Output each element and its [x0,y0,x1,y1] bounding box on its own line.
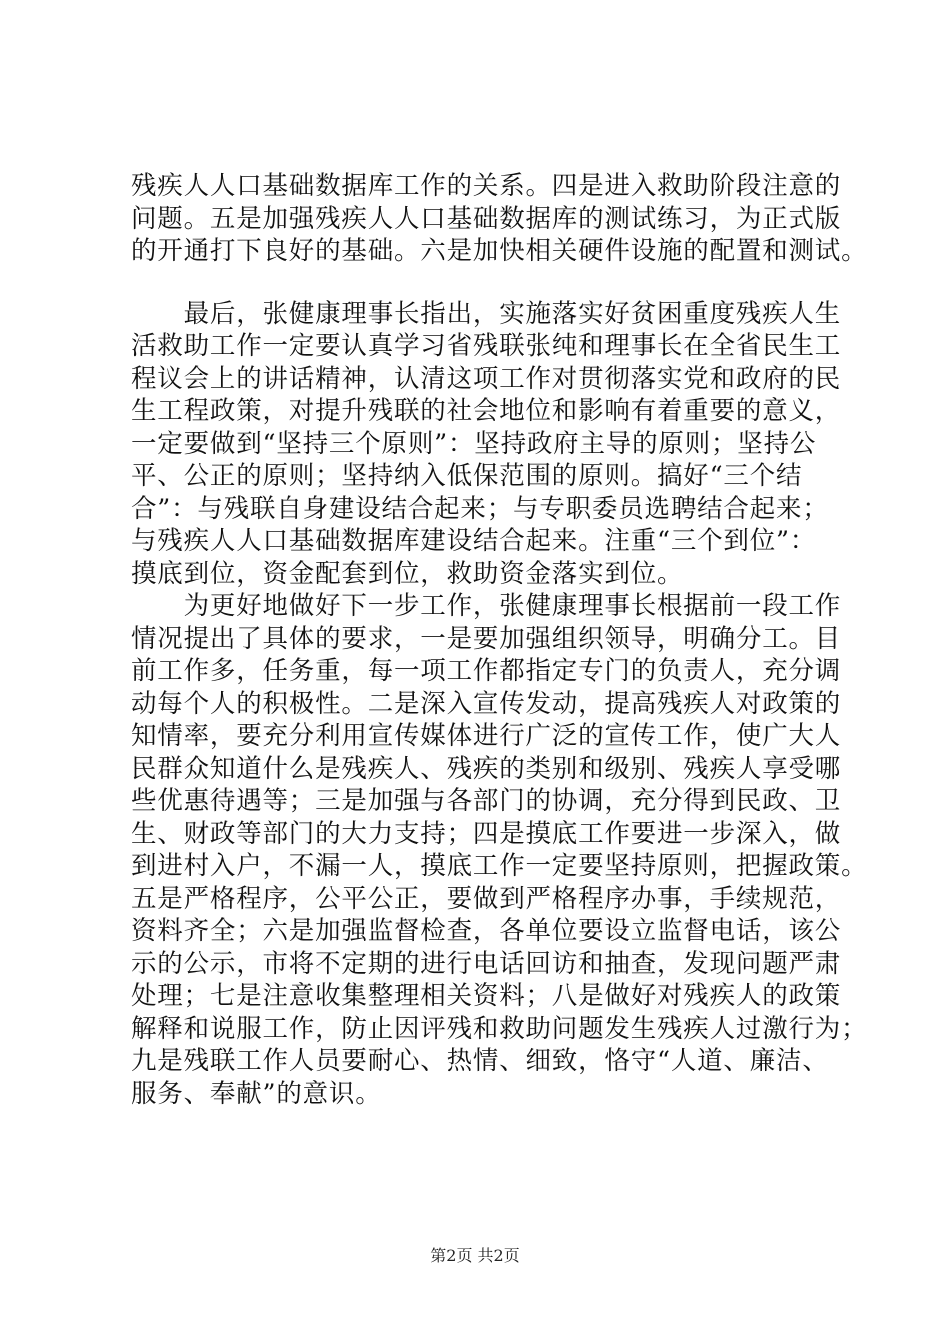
text-line: 民群众知道什么是残疾人、残疾的类别和级别、残疾人享受哪 [131,753,842,784]
text-line: 资料齐全；六是加强监督检查，各单位要设立监督电话，该公 [131,916,842,946]
text-line: 情况提出了具体的要求，一是要加强组织领导，明确分工。目 [131,623,842,654]
text-line: 的开通打下良好的基础。六是加快相关硬件设施的配置和测试。 [131,236,868,266]
text-line: 前工作多，任务重，每一项工作都指定专门的负责人，充分调 [131,656,842,686]
text-line: 示的公示，市将不定期的进行电话回访和抽查，发现问题严肃 [131,948,842,979]
text-line: 到进村入户，不漏一人，摸底工作一定要坚持原则，把握政策。 [131,851,868,881]
text-line: 与残疾人人口基础数据库建设结合起来。注重“三个到位”： [131,526,817,556]
text-line: 生、财政等部门的大力支持；四是摸底工作要进一步深入，做 [131,818,842,849]
text-line: 合”：与残联自身建设结合起来；与专职委员选聘结合起来； [131,493,829,524]
paragraph-1 [131,170,868,268]
text-line: 动每个人的积极性。二是深入宣传发动，提高残疾人对政策的 [131,688,842,719]
text-line: 解释和说服工作，防止因评残和救助问题发生残疾人过激行为； [131,1013,868,1044]
text-line: 平、公正的原则；坚持纳入低保范围的原则。搞好“三个结 [131,461,803,491]
paragraph-3 [131,590,868,1110]
text-line: 残疾人人口基础数据库工作的关系。四是进入救助阶段注意的 [131,171,842,201]
text-line: 服务、奉献”的意识。 [131,1078,382,1109]
paragraph-spacer [131,268,831,298]
text-line: 知情率，要充分利用宣传媒体进行广泛的宣传工作，使广大人 [131,721,842,751]
text-line: 处理；七是注意收集整理相关资料；八是做好对残疾人的政策 [131,981,842,1011]
text-line: 一定要做到“坚持三个原则”：坚持政府主导的原则；坚持公 [131,428,817,459]
page-footer [0,1246,950,1266]
document-body [131,170,868,1110]
page-number-label: 第2页 共2页 [430,1246,520,1265]
text-line: 生工程政策，对提升残联的社会地位和影响有着重要的意义， [131,396,842,426]
paragraph-2 [131,298,842,591]
text-line: 五是严格程序，公平公正，要做到严格程序办事，手续规范， [131,883,842,914]
text-line: 问题。五是加强残疾人人口基础数据库的测试练习，为正式版 [131,203,842,234]
text-line: 活救助工作一定要认真学习省残联张纯和理事长在全省民生工 [131,331,842,361]
text-line: 程议会上的讲话精神，认清这项工作对贯彻落实党和政府的民 [131,363,842,394]
text-line: 摸底到位，资金配套到位，救助资金落实到位。 [131,558,684,589]
text-line: 为更好地做好下一步工作，张健康理事长根据前一段工作 [131,591,842,621]
text-line: 最后，张健康理事长指出，实施落实好贫困重度残疾人生 [131,298,842,329]
text-line: 些优惠待遇等；三是加强与各部门的协调，充分得到民政、卫 [131,786,842,816]
text-line: 九是残联工作人员要耐心、热情、细致，恪守“人道、廉洁、 [131,1046,829,1076]
